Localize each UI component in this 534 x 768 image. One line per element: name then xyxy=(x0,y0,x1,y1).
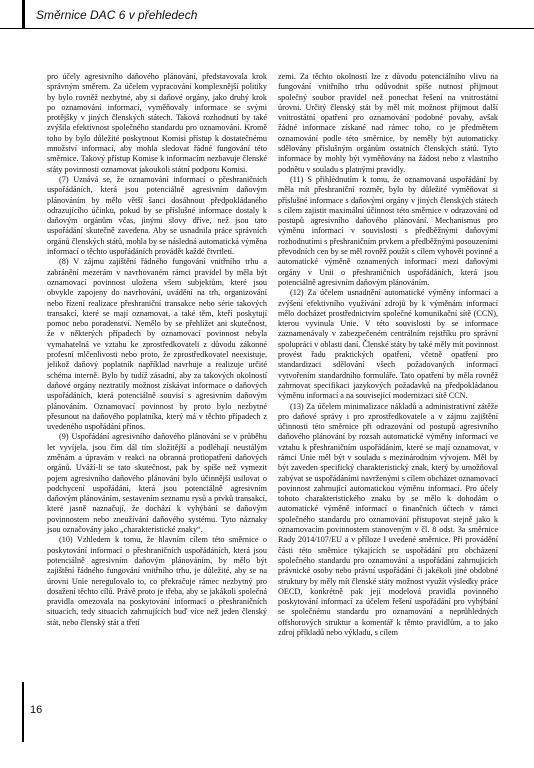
left-column xyxy=(47,72,267,672)
page-number: 16 xyxy=(30,704,43,716)
header-accent-bar xyxy=(22,0,25,28)
footer-rule xyxy=(22,682,24,742)
paragraph: pro účely agresivního daňového plánování, představovala krok správným směrem. Za účelem vypracování komplexnější politiky by bylo rovněž nezbytné, aby si daňové orgány, jako druhý krok po oznamování informací, vyměňovaly informace se svými protějšky v jiných členských státech. Taková rozhodnutí by také zvýšila efektivnost společného standardu pro oznamování. Kromě toho by bylo důležité poskytnout Komisi přístup k dostatečnému množství informací, aby mohla sledovat řádné fungování této směrnice. Takový přístup Komise k informacím nezbavuje členské státy povinnosti oznamovat jakoukoli státní podporu Komisi. xyxy=(47,72,267,174)
paragraph: (12) Za účelem usnadnění automatické výměny informací a zvýšení efektivního využívání zdrojů by k výměnám informací mělo docházet prostřednictvím společné komunikační sítě (CCN), kterou vyvinula Unie. V této souvislosti by se informace zaznamenávaly v zabezpečeném centrálním rejstříku pro správní spolupráci v oblasti daní. Členské státy by také měly mít povinnost provést řadu praktických opatření, včetně opatření pro standardizaci sdělování všech požadovaných informací vytvořením standardního formuláře. Tato opatření by měla rovněž zahrnovat specifikaci jazykových požadavků na předpokládanou výměnu informací a na související modernizaci sítě CCN. xyxy=(278,288,498,401)
paragraph: (13) Za účelem minimalizace nákladů a administrativní zátěže pro daňové správy i pro zprostředkovatele a v zájmu zajištění účinnosti této směrnice při odrazování od postupů agresivního daňového plánování by rozsah automatické výměny informací ve vztahu k přeshraničním uspořádáním, které se mají oznamovat, v rámci Unie měl být v souladu s mezinárodním vývojem. Měl by být zaveden specifický charakteristický znak, který by umožňoval zabývat se uspořádáními navrženými s cílem obcházet oznamovací povinnost zahrnující automatickou výměnu informací. Pro účely tohoto charakteristického znaku by se mělo k dohodám o automatické výměně informací o finančních účtech v rámci společného standardu pro oznamování přistupovat stejně jako k oznamovacím povinnostem stanoveným v čl. 8 odst. 3a směrnice Rady 2014/107/EU a v příloze I uvedené směrnice. Při provádění části této směrnice týkajících se uspořádání pro obcházení společného standardu pro oznamování a uspořádání zahrnujících právnické osoby nebo právní uspořádání či jakékoli jiné obdobné struktury by měly mít členské státy možnost využít výsledky práce OECD, konkrétně pak její modelová pravidla povinného poskytování informací za účelem řešení uspořádání pro vyhýbání se společnému standardu pro oznamování a neprůhledných offshorových struktur a komentář k těmto pravidlům, a to jako zdroj příkladů nebo výkladu, s cílem xyxy=(278,401,498,638)
paragraph: (9) Uspořádání agresivního daňového plánování se v průběhu let vyvíjela, jsou čím dál tím složitější a podléhají neustálým změnám a úpravám v reakci na obranná protiopatření daňových orgánů. Uváží-li se tato skutečnost, pak by spíše než vymezit pojem agresivního daňového plánování bylo účinnější usilovat o podchycení uspořádání, která jsou potenciálně agresivním daňovým plánováním, sestavením seznamu rysů a prvků transakcí, které jasně naznačují, že dochází k vyhýbání se daňovým povinnostem nebo zneužívání daňového systému. Tyto náznaky jsou označovány jako „charakteristické znaky“. xyxy=(47,432,267,535)
header-title: Směrnice DAC 6 v přehledech xyxy=(36,8,198,22)
paragraph: (7) Uznává se, že oznamování informací o přeshraničních uspořádáních, která jsou potenciálně agresivním daňovým plánováním by mělo větší šanci dosáhnout předpokládaného odrazujícího účinku, pokud by se příslušné informace dostaly k daňovým orgánům včas, jinými slovy dříve, než jsou tato uspořádání skutečně zavedena. Aby se usnadnila práce správních orgánů členských států, mohla by se následná automatická výměna informací o těchto uspořádáních provádět každé čtvrtletí. xyxy=(47,174,267,257)
paragraph: zemi. Za těchto okolností lze z důvodu potenciálního vlivu na fungování vnitřního trhu odůvodnit spíše nutnost přijmout společný soubor pravidel než ponechat řešení na vnitrostátní úrovni. Určitý členský stát by měl mít možnost přijmout další vnitrostátní opatření pro oznamování podobné povahy, avšak žádné informace získané nad rámec toho, co je předmětem oznamování podle této směrnice, by neměly být automaticky sdělovány příslušným orgánům ostatních členských států. Tyto informace by mohly být vyměňovány na žádost nebo z vlastního podnětu v souladu s platnými pravidly. xyxy=(278,72,498,174)
paragraph: (11) S přihlédnutím k tomu, že oznamovaná uspořádání by měla mít přeshraniční rozměr, bylo by důležité vyměňovat si příslušné informace s daňovými orgány v jiných členských státech s cílem zajistit maximální účinnost této směrnice v odrazování od postupů agresivního daňového plánování. Mechanismus pro výměnu informací v souvislosti s předběžnými daňovými rozhodnutími s přeshraničním prvkem a předběžnými posouzeními převodních cen by se měl rovněž použít s cílem vyhovět povinné a automatické výměně oznamených informací mezi daňovými orgány v Unii o přeshraničních uspořádáních, která jsou potenciálně agresivním daňovým plánováním. xyxy=(278,174,498,287)
page-header xyxy=(0,0,534,29)
right-column xyxy=(278,72,498,672)
paragraph: (10) Vzhledem k tomu, že hlavním cílem této směrnice o poskytování informací o přeshraničních uspořádáních, která jsou potenciálně agresivním daňovým plánováním, by mělo být zajištění řádného fungování vnitřního trhu, je důležité, aby se na úrovni Unie neregulovalo to, co překračuje rámec nezbytný pro dosažení těchto cílů. Právě proto je třeba, aby se jakákoli společná pravidla omezovala na poskytování informací o přeshraničních situacích, tedy situacích zahrnujících buď více než jeden členský stát, nebo členský stát a třetí xyxy=(47,535,267,627)
paragraph: (8) V zájmu zajištění řádného fungování vnitřního trhu a zabránění mezerám v navrhovaném rámci pravidel by měla být oznamovací povinnost uložena všem subjektům, které jsou obvykle zapojeny do navrhování, uvádění na trh, organizování nebo řízení realizace přeshraniční transakce nebo série takových transakcí, které se mají oznamovat, a také těm, kteří poskytují pomoc nebo poradenství. Nemělo by se přehlížet ani skutečnost, že v některých případech by oznamovací povinnost nebyla vymahatelná ve vztahu ke zprostředkovateli z důvodu zákonné profesní mlčenlivosti nebo proto, že zprostředkovatel neexistuje, jelikož daňový poplatník například navrhuje a realizuje určité schéma interně. Bylo by tudíž zásadní, aby za takových okolností daňové orgány neztratily možnost získávat informace o daňových uspořádáních, která potenciálně souvisí s agresivním daňovým plánováním. Oznamovací povinnost by proto bylo nezbytné přesunout na daňového poplatníka, který má v těchto případech z uvedeného uspořádání přínos. xyxy=(47,257,267,432)
